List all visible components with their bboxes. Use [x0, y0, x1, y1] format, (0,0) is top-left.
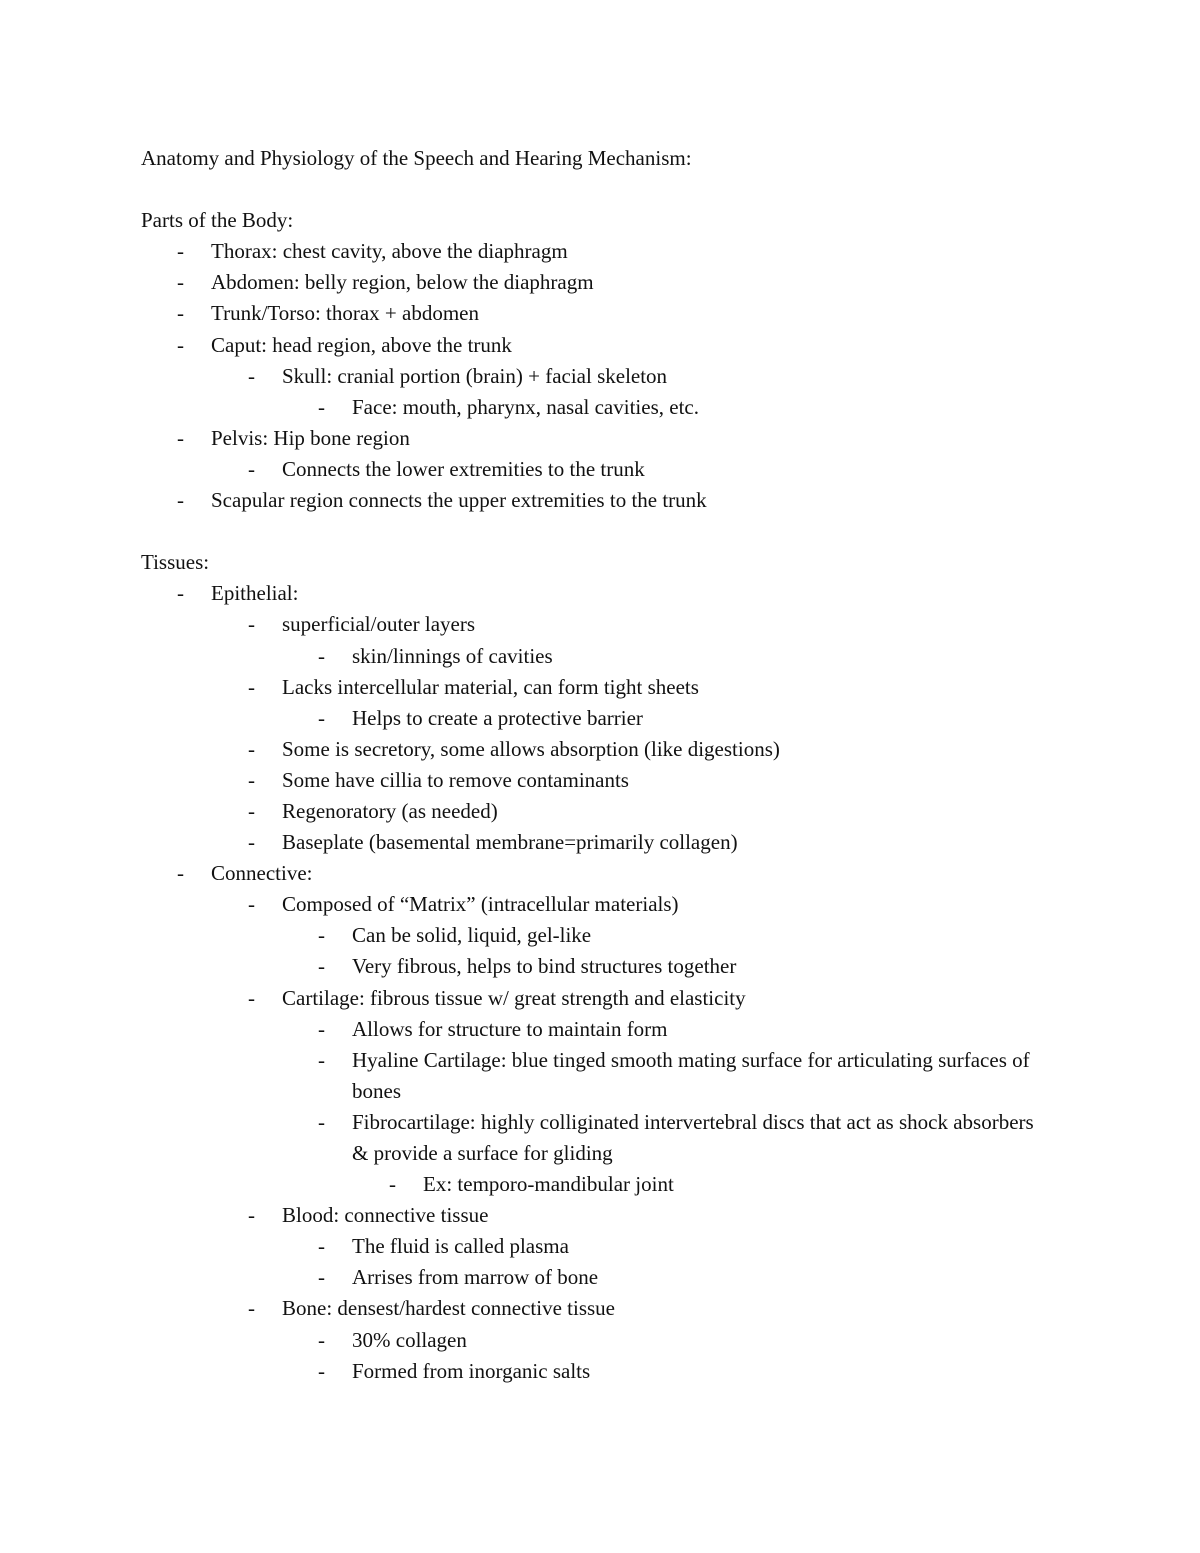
- list-item: [141, 703, 1041, 734]
- list-item-text: Fibrocartilage: highly colliginated intervertebral discs that act as shock absorbers & provide a surface for gliding: [352, 1109, 1034, 1165]
- bullet-dash: -: [318, 1358, 325, 1383]
- list-item: [141, 298, 1041, 329]
- list-item-text: Bone: densest/hardest connective tissue: [282, 1296, 615, 1321]
- list-item: [141, 330, 1041, 361]
- list-item-text: Formed from inorganic salts: [352, 1358, 591, 1383]
- list-item-text: Pelvis: Hip bone region: [211, 425, 410, 450]
- list-item: [141, 236, 1041, 267]
- bullet-dash: -: [318, 1109, 325, 1134]
- list-item: [141, 1231, 1041, 1262]
- list-item-text: Composed of “Matrix” (intracellular materials): [282, 892, 679, 917]
- list-item: [141, 827, 1041, 858]
- list-item: [141, 641, 1041, 672]
- bullet-dash: -: [318, 643, 325, 668]
- bullet-dash: -: [248, 736, 255, 761]
- list-item: [141, 1107, 1041, 1169]
- bullet-dash: -: [248, 456, 255, 481]
- bullet-dash: -: [248, 985, 255, 1010]
- bullet-dash: -: [248, 892, 255, 917]
- list-item-text: Scapular region connects the upper extremities to the trunk: [211, 488, 707, 513]
- list-item: [141, 796, 1041, 827]
- list-item-text: Lacks intercellular material, can form tight sheets: [282, 674, 699, 699]
- bullet-dash: -: [177, 270, 184, 295]
- bullet-dash: -: [318, 394, 325, 419]
- list-item: [141, 1325, 1041, 1356]
- list-item: [141, 889, 1041, 920]
- list-item-text: Can be solid, liquid, gel-like: [352, 923, 592, 948]
- list-item: [141, 361, 1041, 392]
- section-heading: Parts of the Body:: [141, 208, 294, 233]
- list-item: [141, 858, 1041, 889]
- bullet-dash: -: [177, 425, 184, 450]
- list-item-text: Some have cillia to remove contaminants: [282, 767, 629, 792]
- list-item-text: Connects the lower extremities to the trunk: [282, 456, 645, 481]
- bullet-dash: -: [389, 1172, 396, 1197]
- list-item-text: Trunk/Torso: thorax + abdomen: [211, 301, 479, 326]
- list-item: [141, 267, 1041, 298]
- list-item-text: Cartilage: fibrous tissue w/ great strength and elasticity: [282, 985, 746, 1010]
- list-item: [141, 672, 1041, 703]
- list-item-text: Thorax: chest cavity, above the diaphragm: [211, 239, 568, 264]
- bullet-dash: -: [177, 581, 184, 606]
- bullet-dash: -: [248, 1296, 255, 1321]
- list-item: [141, 1045, 1041, 1107]
- bullet-dash: -: [318, 1327, 325, 1352]
- list-item-text: Allows for structure to maintain form: [352, 1016, 668, 1041]
- list-item: [141, 951, 1041, 982]
- bullet-dash: -: [248, 1203, 255, 1228]
- list-item-text: Face: mouth, pharynx, nasal cavities, etc.: [352, 394, 699, 419]
- list-item-text: Baseplate (basemental membrane=primarily collagen): [282, 830, 738, 855]
- document-title: Anatomy and Physiology of the Speech and Hearing Mechanism:: [141, 146, 692, 170]
- list-item: [141, 920, 1041, 951]
- bullet-dash: -: [248, 830, 255, 855]
- bullet-dash: -: [318, 923, 325, 948]
- list-item-text: Helps to create a protective barrier: [352, 705, 643, 730]
- bullet-dash: -: [177, 861, 184, 886]
- list-item: [141, 578, 1041, 609]
- list-item-text: Regenoratory (as needed): [282, 798, 498, 823]
- spacer: [141, 174, 1041, 205]
- list-item: [141, 1169, 1041, 1200]
- list-item: [141, 609, 1041, 640]
- list-item: [141, 1014, 1041, 1045]
- list-item-text: Very fibrous, helps to bind structures together: [352, 954, 737, 979]
- list-item-text: Caput: head region, above the trunk: [211, 332, 512, 357]
- list-item: [141, 423, 1041, 454]
- list-item-text: Abdomen: belly region, below the diaphragm: [211, 270, 594, 295]
- bullet-dash: -: [318, 1047, 325, 1072]
- section-heading: Tissues:: [141, 550, 210, 575]
- list-item-text: Connective:: [211, 861, 313, 886]
- bullet-dash: -: [248, 798, 255, 823]
- list-item: [141, 392, 1041, 423]
- bullet-dash: -: [248, 767, 255, 792]
- bullet-dash: -: [318, 1265, 325, 1290]
- document-body: [141, 143, 1041, 1387]
- bullet-dash: -: [177, 239, 184, 264]
- list-item-text: Skull: cranial portion (brain) + facial skeleton: [282, 363, 668, 388]
- list-item-text: superficial/outer layers: [282, 612, 475, 637]
- list-item-text: The fluid is called plasma: [352, 1234, 569, 1259]
- list-item: [141, 1200, 1041, 1231]
- bullet-dash: -: [177, 332, 184, 357]
- bullet-dash: -: [248, 674, 255, 699]
- bullet-dash: -: [177, 488, 184, 513]
- bullet-dash: -: [177, 301, 184, 326]
- list-item-text: 30% collagen: [352, 1327, 467, 1352]
- bullet-dash: -: [318, 954, 325, 979]
- list-item-text: Blood: connective tissue: [282, 1203, 489, 1228]
- list-item-text: Ex: temporo-mandibular joint: [423, 1172, 674, 1197]
- bullet-dash: -: [248, 612, 255, 637]
- list-item: [141, 454, 1041, 485]
- list-item-text: Some is secretory, some allows absorption (like digestions): [282, 736, 780, 761]
- bullet-dash: -: [318, 1234, 325, 1259]
- sections-container: [141, 205, 1041, 1387]
- list-item: [141, 765, 1041, 796]
- bullet-dash: -: [318, 705, 325, 730]
- spacer: [141, 516, 1041, 547]
- list-item-text: Arrises from marrow of bone: [352, 1265, 599, 1290]
- list-item: [141, 734, 1041, 765]
- list-item-text: Hyaline Cartilage: blue tinged smooth mating surface for articulating surfaces of bones: [352, 1047, 1030, 1103]
- list-item-text: skin/linnings of cavities: [352, 643, 553, 668]
- list-item: [141, 983, 1041, 1014]
- bullet-dash: -: [318, 1016, 325, 1041]
- list-item: [141, 1262, 1041, 1293]
- list-item: [141, 1356, 1041, 1387]
- list-item: [141, 485, 1041, 516]
- bullet-dash: -: [248, 363, 255, 388]
- list-item: [141, 1293, 1041, 1324]
- list-item-text: Epithelial:: [211, 581, 299, 606]
